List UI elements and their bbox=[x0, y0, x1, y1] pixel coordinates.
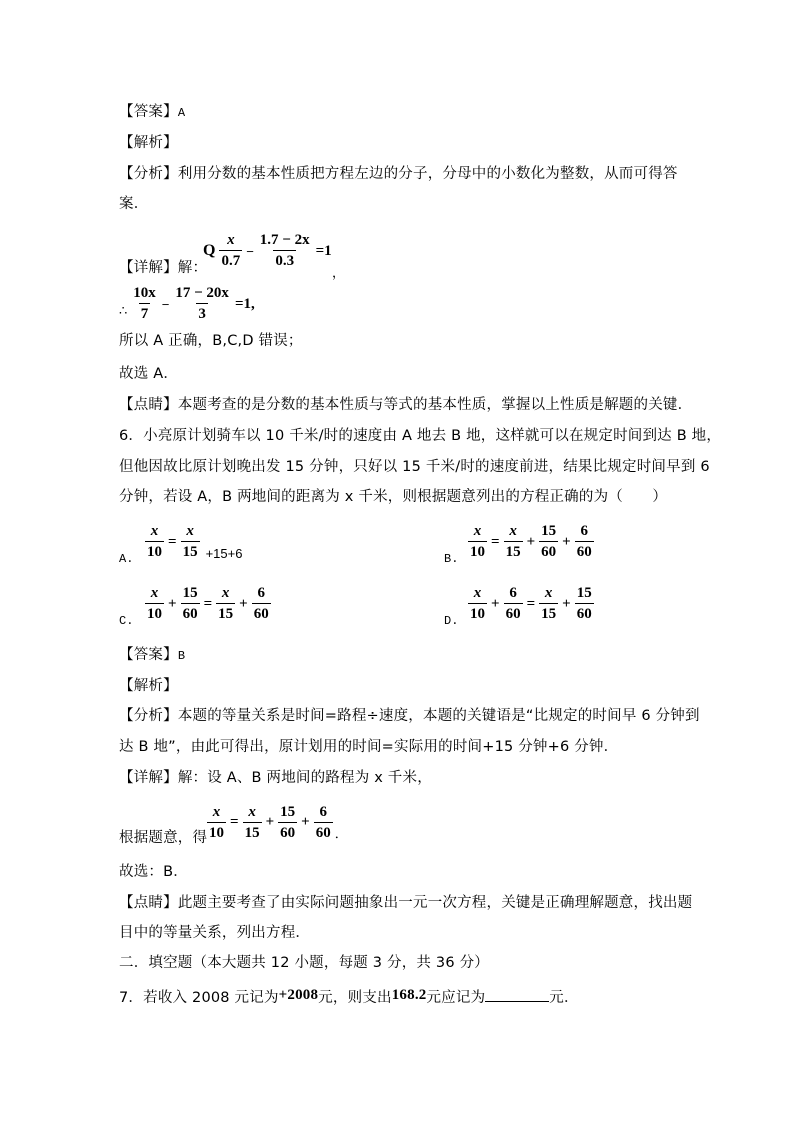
equation-1: Q $\frac{x}{0.7}$ − $\frac{1.7 - 2x}{0.3}$ =1 bbox=[203, 232, 332, 269]
option-b-equation: $\frac{x}{10}$ = $\frac{x}{15}$ + $\frac{15}{60}$ + $\frac{6}{60}$ bbox=[470, 523, 592, 560]
equation-2: ∴ $\frac{10x}{7}$ − $\frac{17 - 20x}{3}$ =1, bbox=[119, 285, 255, 322]
fenxi-label: 【分析】 bbox=[119, 708, 178, 724]
fenxi-label: 【分析】 bbox=[119, 166, 178, 182]
question-6-line-3: 分钟，若设 A，B 两地间的距离为 x 千米，则根据题意列出的方程正确的为（ ） bbox=[119, 489, 668, 505]
comment-text: 本题考查的是分数的基本性质与等式的基本性质，掌握以上性质是解题的关键． bbox=[177, 397, 693, 413]
option-a-equation: $\frac{x}{10}$ = $\frac{x}{15}$ +15+6 bbox=[147, 523, 243, 561]
answer-line-q6 bbox=[119, 645, 185, 666]
detail-line-q6 bbox=[119, 768, 432, 788]
fenxi-text: 本题的等量关系是时间=路程÷速度，本题的关键语是“比规定的时间早 6 分钟到 bbox=[177, 708, 700, 724]
question-6-line-1: 6．小亮原计划骑车以 10 千米/时的速度由 A 地去 B 地，这样就可以在规定时间到达 B 地， bbox=[119, 428, 722, 444]
answer-line-q5 bbox=[119, 102, 185, 123]
answer-value: A bbox=[177, 106, 186, 120]
fraction: $\frac{17 - 20x}{3}$ bbox=[175, 285, 229, 322]
analysis-heading-q6: 【解析】 bbox=[119, 678, 178, 694]
question-6-line-2: 但他因故比原计划晚出发 15 分钟，只好以 15 千米/时的速度前进，结果比规定时间早到 6 bbox=[119, 459, 710, 475]
equation-prefix-q6: 根据题意，得 bbox=[119, 830, 208, 846]
math-168-2: 168.2 bbox=[391, 987, 427, 1003]
option-a-label: A. bbox=[119, 552, 134, 566]
fenxi-line-1-q6 bbox=[119, 706, 700, 726]
answer-blank[interactable] bbox=[485, 987, 549, 1002]
fraction: $\frac{1.7 - 2x}{0.3}$ bbox=[259, 232, 310, 269]
comment-label: 【点睛】 bbox=[119, 397, 178, 413]
comment-line-1-q6 bbox=[119, 893, 692, 913]
fenxi-line-2-q5: 案． bbox=[119, 196, 149, 212]
answer-label: 【答案】 bbox=[119, 104, 178, 120]
option-c-label: C. bbox=[119, 614, 134, 628]
comment-line-2-q6: 目中的等量关系，列出方程． bbox=[119, 925, 311, 941]
option-c-equation: $\frac{x}{10}$ + $\frac{15}{60}$ = $\frac{x}{15}$ + $\frac{6}{60}$ bbox=[147, 585, 269, 622]
comment-label: 【点睛】 bbox=[119, 895, 178, 911]
comma: ， bbox=[332, 266, 346, 281]
comment-text: 此题主要考查了由实际问题抽象出一元一次方程，关键是正确理解题意，找出题 bbox=[177, 895, 693, 911]
fenxi-text: 利用分数的基本性质把方程左边的分子，分母中的小数化为整数，从而可得答 bbox=[177, 166, 678, 182]
fraction: $\frac{10x}{7}$ bbox=[133, 285, 156, 322]
math-plus-2008: +2008 bbox=[278, 987, 319, 1003]
choose-q5: 故选 A． bbox=[119, 366, 179, 382]
conclusion-q5: 所以 A 正确，B,C,D 错误； bbox=[119, 333, 303, 349]
section-2-title: 二．填空题（本大题共 12 小题，每题 3 分，共 36 分） bbox=[119, 955, 489, 971]
analysis-heading-q5: 【解析】 bbox=[119, 135, 178, 151]
option-d-equation: $\frac{x}{10}$ + $\frac{6}{60}$ = $\frac{x}{15}$ + $\frac{15}{60}$ bbox=[470, 585, 592, 622]
option-d-label: D. bbox=[444, 614, 459, 628]
detail-text: 解：设 A、B 两地间的路程为 x 千米， bbox=[177, 770, 432, 786]
fenxi-line-1-q5 bbox=[119, 164, 678, 184]
question-7: 7．若收入 2008 元记为+2008元，则支出168.2元应记为 元． bbox=[119, 987, 579, 1006]
fraction: $\frac{x}{0.7}$ bbox=[221, 232, 241, 269]
option-b-label: B. bbox=[444, 552, 459, 566]
detail-label-q5: 【详解】解： bbox=[119, 260, 208, 276]
answer-label: 【答案】 bbox=[119, 647, 178, 663]
choose-q6: 故选：B． bbox=[119, 864, 188, 880]
detail-label: 【详解】 bbox=[119, 770, 178, 786]
fenxi-line-2-q6: 达 B 地”，由此可得出，原计划用的时间=实际用的时间+15 分钟+6 分钟． bbox=[119, 739, 619, 755]
answer-value: B bbox=[177, 649, 186, 663]
comment-q5 bbox=[119, 395, 692, 415]
solution-equation-q6: $\frac{x}{10}$ = $\frac{x}{15}$ + $\frac{15}{60}$ + $\frac{6}{60}$ ． bbox=[209, 803, 348, 841]
